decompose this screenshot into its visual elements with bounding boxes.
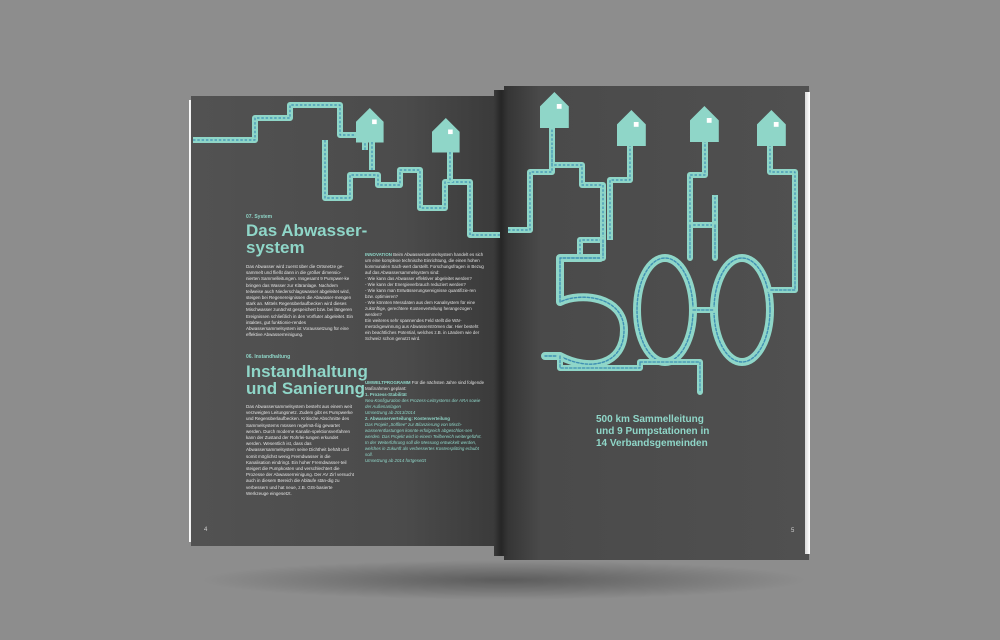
item2-title: 2. Abwasserverteilung: Kostenverteilung: [365, 416, 450, 421]
umwelt-text: Für die nächsten Jahre sind folgende Maßnahmen geplant:: [365, 380, 485, 391]
section-label-system: 07. System: [246, 214, 273, 220]
body-instandhaltung: Das Abwassersammelsystem besteht aus einem weit verzweigten Leitungsnetz. Zudem gibt es Pumpwerke und Regenüberlaufbecken. Kritische Abschnitte des Sammelsystems müssen regelmä-ßig gewartet werden. Durch moderne Kanalin-spektionsverfahren kann der Zustand der Rohrlei-tungen erkundet werden. Wesentlich ist, dass das Abwassersammelsystem seine Dichtheit behält und somit möglichst wenig Fremdwasser in die Kanalisation eindringt. Ein hoher Fremdwasser-teil steigert die Pumpkosten und verschlechtert die Prozesse der Abwasserreinigung. Der AV Zirl versucht auch in diesem Bereich die Abläufe stän-dig zu verbessern und hat neue, z.B. GIS-basierte Werkzeuge eingesetzt.: [246, 404, 354, 496]
heading-instandhaltung: Instandhaltung und Sanierung: [246, 362, 368, 398]
innovation-extra: Ein weiteres sehr spannendes Feld stellt die Wär-merückgewinnung aus Abwasserströmen dar. Hier besteht ein beachtliches Potential, welches z.B. in Ländern wie der Schweiz schon genutzt wird.: [365, 318, 480, 341]
house-icon: [432, 118, 460, 153]
house-icon: [757, 110, 786, 146]
house-icon: [617, 110, 646, 146]
caption-500: 500 km Sammelleitung und 9 Pumpstationen in 14 Verbandsgemeinden: [596, 414, 710, 449]
heading-abwassersystem: Das Abwasser- system: [246, 221, 368, 257]
question-item: - Wie kann man Entwässerungsereignisse quantifizie-ren bzw. optimieren?: [365, 288, 476, 299]
innovation-text: Beim Abwassersammelsystem handelt es sich um eine komplexe technische Einrichtung, die einen hohen kommunalen Sach-wert darstellt. Forschungsfragen in Bezug auf das Abwassersammelsystem sind:: [365, 252, 484, 275]
item2-meta: Umsetzung ab 2014 fortgesetzt: [365, 458, 427, 463]
house-icon: [690, 106, 719, 142]
item1-meta: Umsetzung ab 2013/2014: [365, 410, 416, 415]
body-abwassersystem: Das Abwasser wird zuerst über die Ortsnetze ge-sammelt und fließt dann in die größer dimensio-nierten Sammelleitungen. Insgesamt 9 Pumpwer-ke bringen das Wasser zur Kläranlage. Nachdem teilweise auch Niederschlagswasser abgeleitet wird, steigen bei Regenereignissen die Abwasser-mengen stark an. Mittels Regenüberlaufbecken wird dieses Mischwasser zunächst gespeichert bzw. bei längeren Ereignissen schließlich in den Vorfluter abgeleitet. Ein intaktes, gut funktionie-rendes Abwassersammelsystem ist Voraussetzung für eine effektive Abwasserreinigung.: [246, 264, 354, 338]
umwelt-label: UMWELTPROGRAMM: [365, 380, 411, 385]
column-umweltprogramm: [365, 380, 485, 464]
house-icon: [540, 92, 569, 128]
item1-title: 1. Prozess-Stabilität: [365, 392, 407, 397]
question-item: - Wie kann der Energieverbrauch reduziert werden?: [365, 282, 466, 287]
page-number-right: 5: [791, 528, 795, 534]
question-item: - Wie könnten Messdaten aus dem Kanalsystem für eine zukünftige, gerechtere Kostenverteilung herangezogen werden?: [365, 300, 476, 317]
item2-text: Das Projekt „Soffitee" zur Bilanzierung von Misch-wasserentlastungen konnte erfolgreich abgeschlos-sen werden. Das Projekt wird in einem Teilbereich weitergeführt. In der Weiterführung soll die Messung entwickelt werden, welches in Zukunft als verbessertes Kostensplitting erlaubt soll.: [365, 422, 482, 457]
innovation-label: INNOVATION: [365, 252, 392, 257]
question-item: - Wie kann das Abwasser effektiver abgeleitet werden?: [365, 276, 472, 281]
column-innovation: [365, 252, 485, 342]
item1-text: Neu-Konfiguration des Prozess-Leitsystems der ARA sowie der Außenanlagen: [365, 398, 481, 409]
section-label-instandhaltung: 06. Instandhaltung: [246, 354, 291, 360]
house-icon: [356, 108, 384, 143]
page-number-left: 4: [204, 527, 208, 533]
